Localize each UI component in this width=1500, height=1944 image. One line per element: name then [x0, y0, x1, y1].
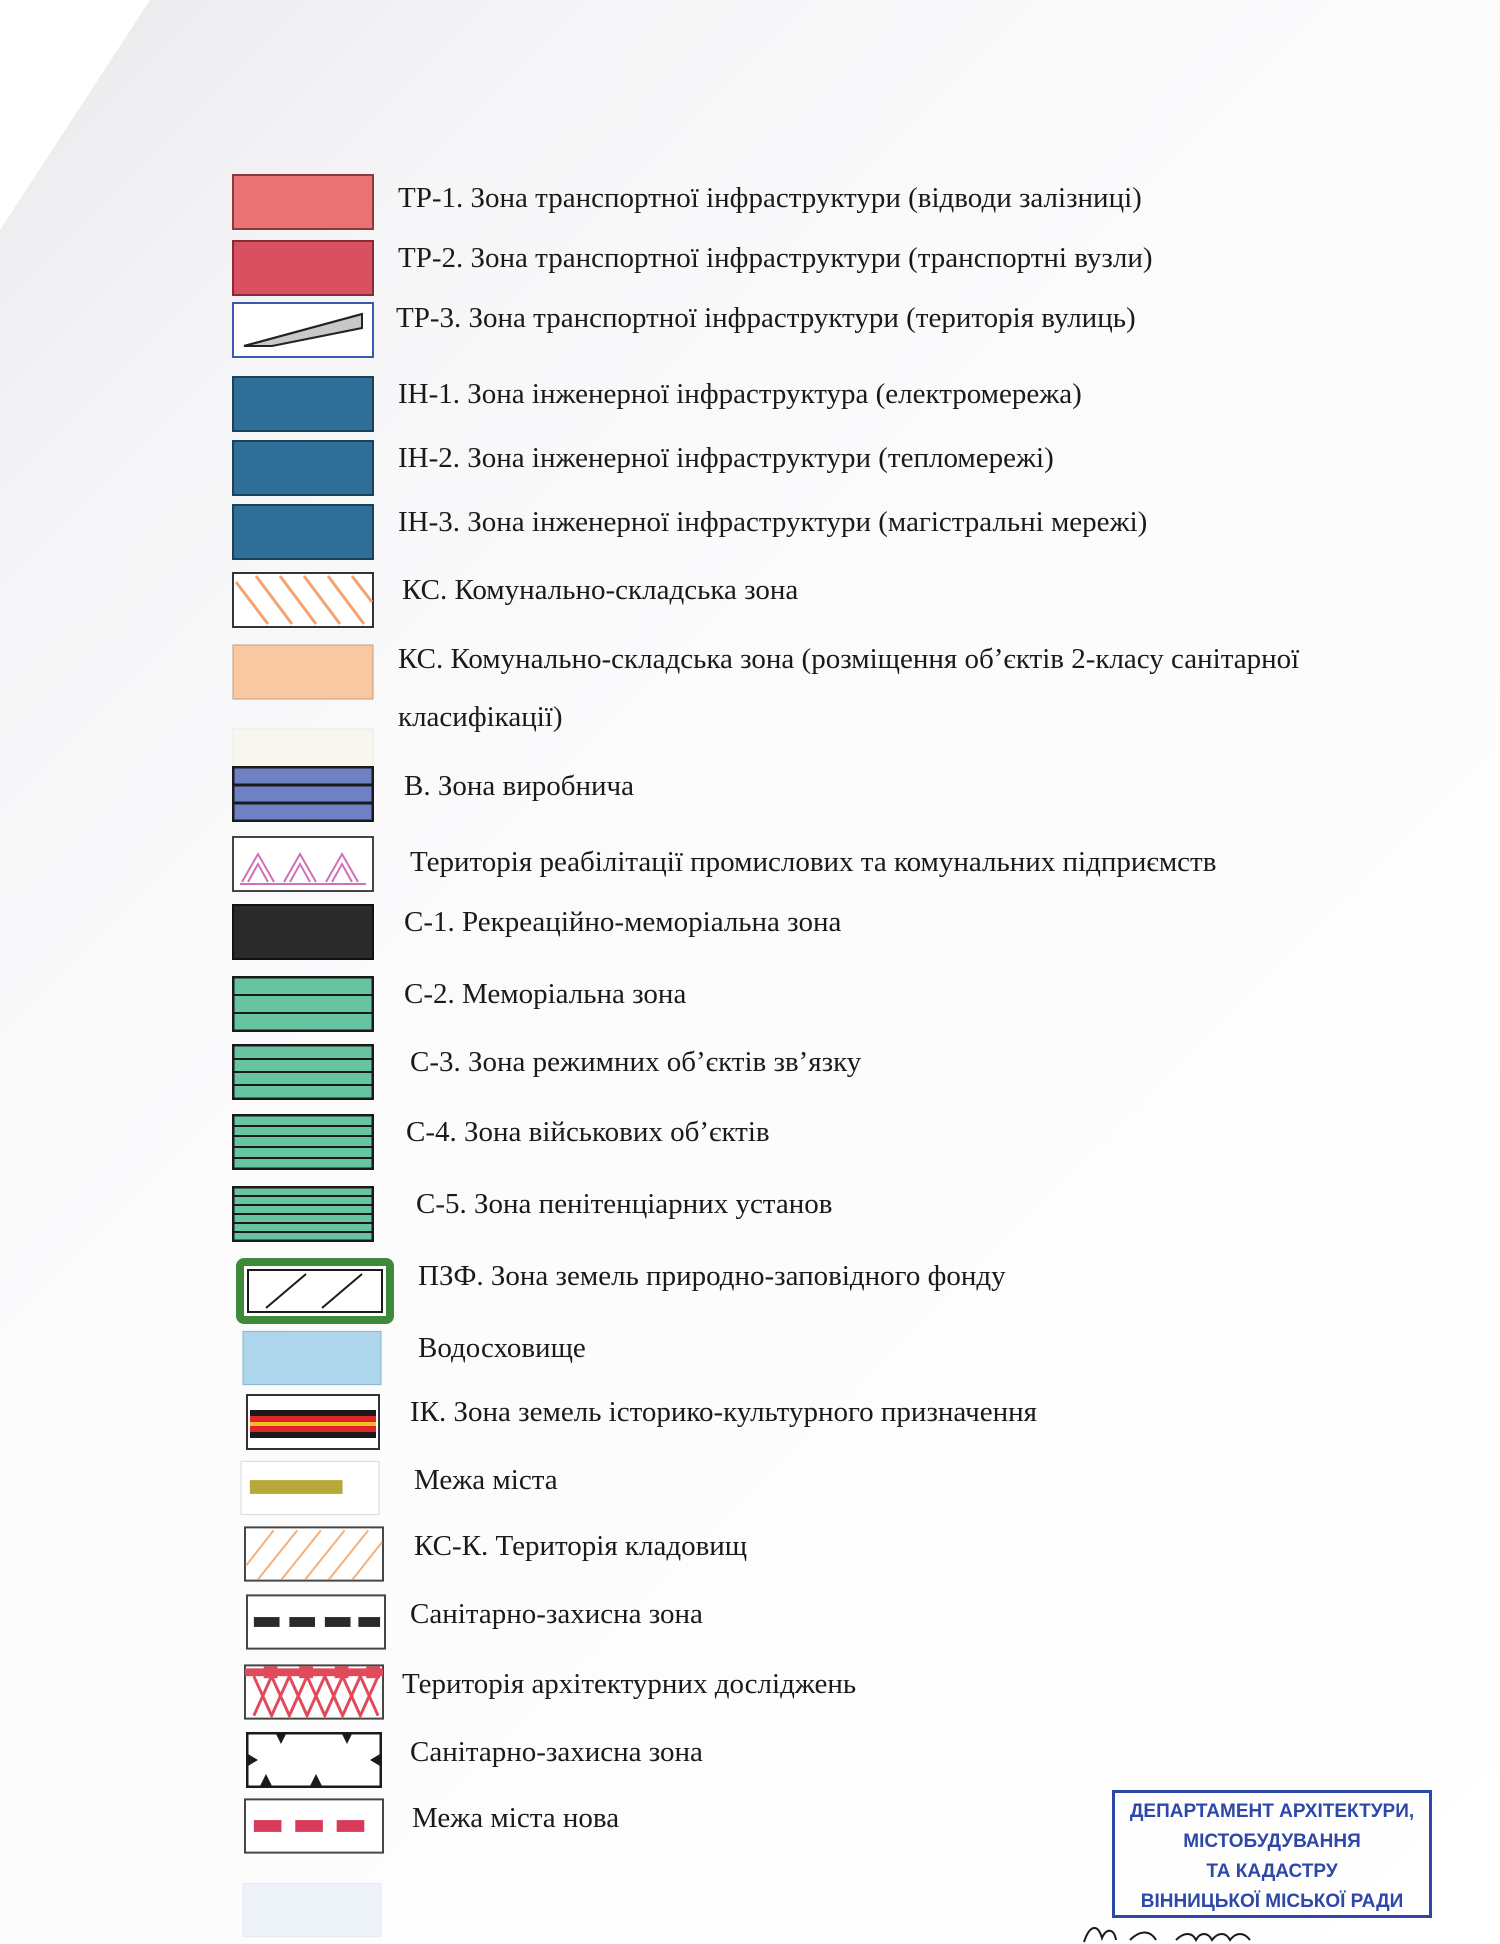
- legend-item-rehab: [0, 836, 1500, 896]
- legend-label-ksk: КС-К. Територія кладовищ: [414, 1530, 748, 1562]
- legend-label-tr3: ТР-3. Зона транспортної інфраструктури (територія вулиць): [396, 302, 1136, 334]
- legend-label-research: Територія архітектурних досліджень: [402, 1668, 857, 1700]
- legend-label-ik: ІК. Зона земель історико-культурного призначення: [410, 1396, 1037, 1428]
- legend-item-s2: [0, 976, 1500, 1036]
- swatch-ks-fill: [232, 644, 374, 700]
- swatch-research: [244, 1664, 384, 1720]
- swatch-city-limit-new: [244, 1798, 384, 1854]
- legend-item-tr1: [0, 172, 1500, 232]
- legend-label-in3: ІН-3. Зона інженерної інфраструктури (магістральні мережі): [398, 506, 1148, 538]
- swatch-water: [242, 1330, 382, 1386]
- legend-label-s2: С-2. Меморіальна зона: [404, 978, 687, 1010]
- legend-item-s1: [0, 904, 1500, 964]
- legend-label-tr2: ТР-2. Зона транспортної інфраструктури (транспортні вузли): [398, 242, 1153, 274]
- legend-label-s1: С-1. Рекреаційно-меморіальна зона: [404, 906, 842, 938]
- swatch-tr1: [232, 174, 374, 230]
- legend-label-ks: КС. Комунально-складська зона: [402, 574, 799, 606]
- legend-label-s3: С-3. Зона режимних об’єктів зв’язку: [410, 1046, 862, 1078]
- legend-item-city-limit: [0, 1460, 1500, 1520]
- swatch-sanitary-dashed: [246, 1594, 386, 1650]
- swatch-in2: [232, 440, 374, 496]
- legend-label-rehab: Територія реабілітації промислових та комунальних підприємств: [410, 846, 1217, 878]
- legend-item-in1: [0, 376, 1500, 436]
- swatch-in3: [232, 504, 374, 560]
- legend-item-research: [0, 1664, 1500, 1724]
- swatch-s3: [232, 1044, 374, 1100]
- legend-item-tr3: [0, 300, 1500, 360]
- swatch-s5: [232, 1186, 374, 1242]
- legend-label-sanitary-1: Санітарно-захисна зона: [410, 1598, 703, 1630]
- swatch-tr3: [232, 302, 374, 358]
- legend-label-city-limit: Межа міста: [414, 1464, 558, 1496]
- swatch-ksk: [244, 1526, 384, 1582]
- legend-label-in1: ІН-1. Зона інженерної інфраструктура (електромережа): [398, 378, 1082, 410]
- swatch-s1: [232, 904, 374, 960]
- legend-item-s4: [0, 1114, 1500, 1174]
- legend-item-in3: [0, 504, 1500, 564]
- legend-label-v: В. Зона виробнича: [404, 770, 634, 802]
- legend-item-sanitary-2: [0, 1732, 1500, 1792]
- swatch-rehab: [232, 836, 374, 892]
- stamp-line-1: ДЕПАРТАМЕНТ АРХІТЕКТУРИ,: [1129, 1801, 1415, 1822]
- legend-item-sanitary-1: [0, 1594, 1500, 1654]
- legend-item-in2: [0, 440, 1500, 500]
- legend-item-pzf: [0, 1258, 1500, 1318]
- swatch-s2: [232, 976, 374, 1032]
- legend-label-s5: С-5. Зона пенітенціарних установ: [416, 1188, 833, 1220]
- legend-label-s4: С-4. Зона військових об’єктів: [406, 1116, 770, 1148]
- legend-item-v: [0, 766, 1500, 826]
- swatch-sanitary-teeth: [246, 1732, 382, 1788]
- swatch-tr2: [232, 240, 374, 296]
- legend-label-in2: ІН-2. Зона інженерної інфраструктури (тепломережі): [398, 442, 1054, 474]
- swatch-ik: [246, 1394, 380, 1450]
- swatch-city-limit: [240, 1460, 380, 1516]
- legend-item-ksk: [0, 1526, 1500, 1586]
- legend-label-city-limit-new: Межа міста нова: [412, 1802, 620, 1834]
- handwritten-signature: [1080, 1918, 1260, 1944]
- swatch-v: [232, 766, 374, 822]
- department-stamp: [1112, 1790, 1432, 1918]
- swatch-pzf: [236, 1258, 394, 1324]
- legend-label-water: Водосховище: [418, 1332, 586, 1364]
- legend-item-tr2: [0, 238, 1500, 298]
- legend-item-ik: [0, 1394, 1500, 1454]
- swatch-in1: [232, 376, 374, 432]
- legend-label-ks-2class: КС. Комунально-складська зона (розміщення об’єктів 2-класу санітарної класифікації): [398, 643, 1300, 733]
- stamp-line-3: ТА КАДАСТРУ: [1206, 1861, 1338, 1882]
- legend-item-s5: [0, 1186, 1500, 1246]
- swatch-faint-2: [242, 1882, 382, 1938]
- swatch-ks-hatch: [232, 572, 374, 628]
- swatch-s4: [232, 1114, 374, 1170]
- legend-label-tr1: ТР-1. Зона транспортної інфраструктури (відводи залізниці): [398, 182, 1142, 214]
- legend-item-s3: [0, 1044, 1500, 1104]
- legend-item-water: [0, 1330, 1500, 1390]
- legend-label-sanitary-2: Санітарно-захисна зона: [410, 1736, 703, 1768]
- legend-item-ks: [0, 572, 1500, 632]
- stamp-line-4: ВІННИЦЬКОЇ МІСЬКОЇ РАДИ: [1140, 1891, 1404, 1912]
- legend-label-pzf: ПЗФ. Зона земель природно-заповідного фонду: [418, 1260, 1006, 1292]
- stamp-line-2: МІСТОБУДУВАННЯ: [1183, 1831, 1361, 1852]
